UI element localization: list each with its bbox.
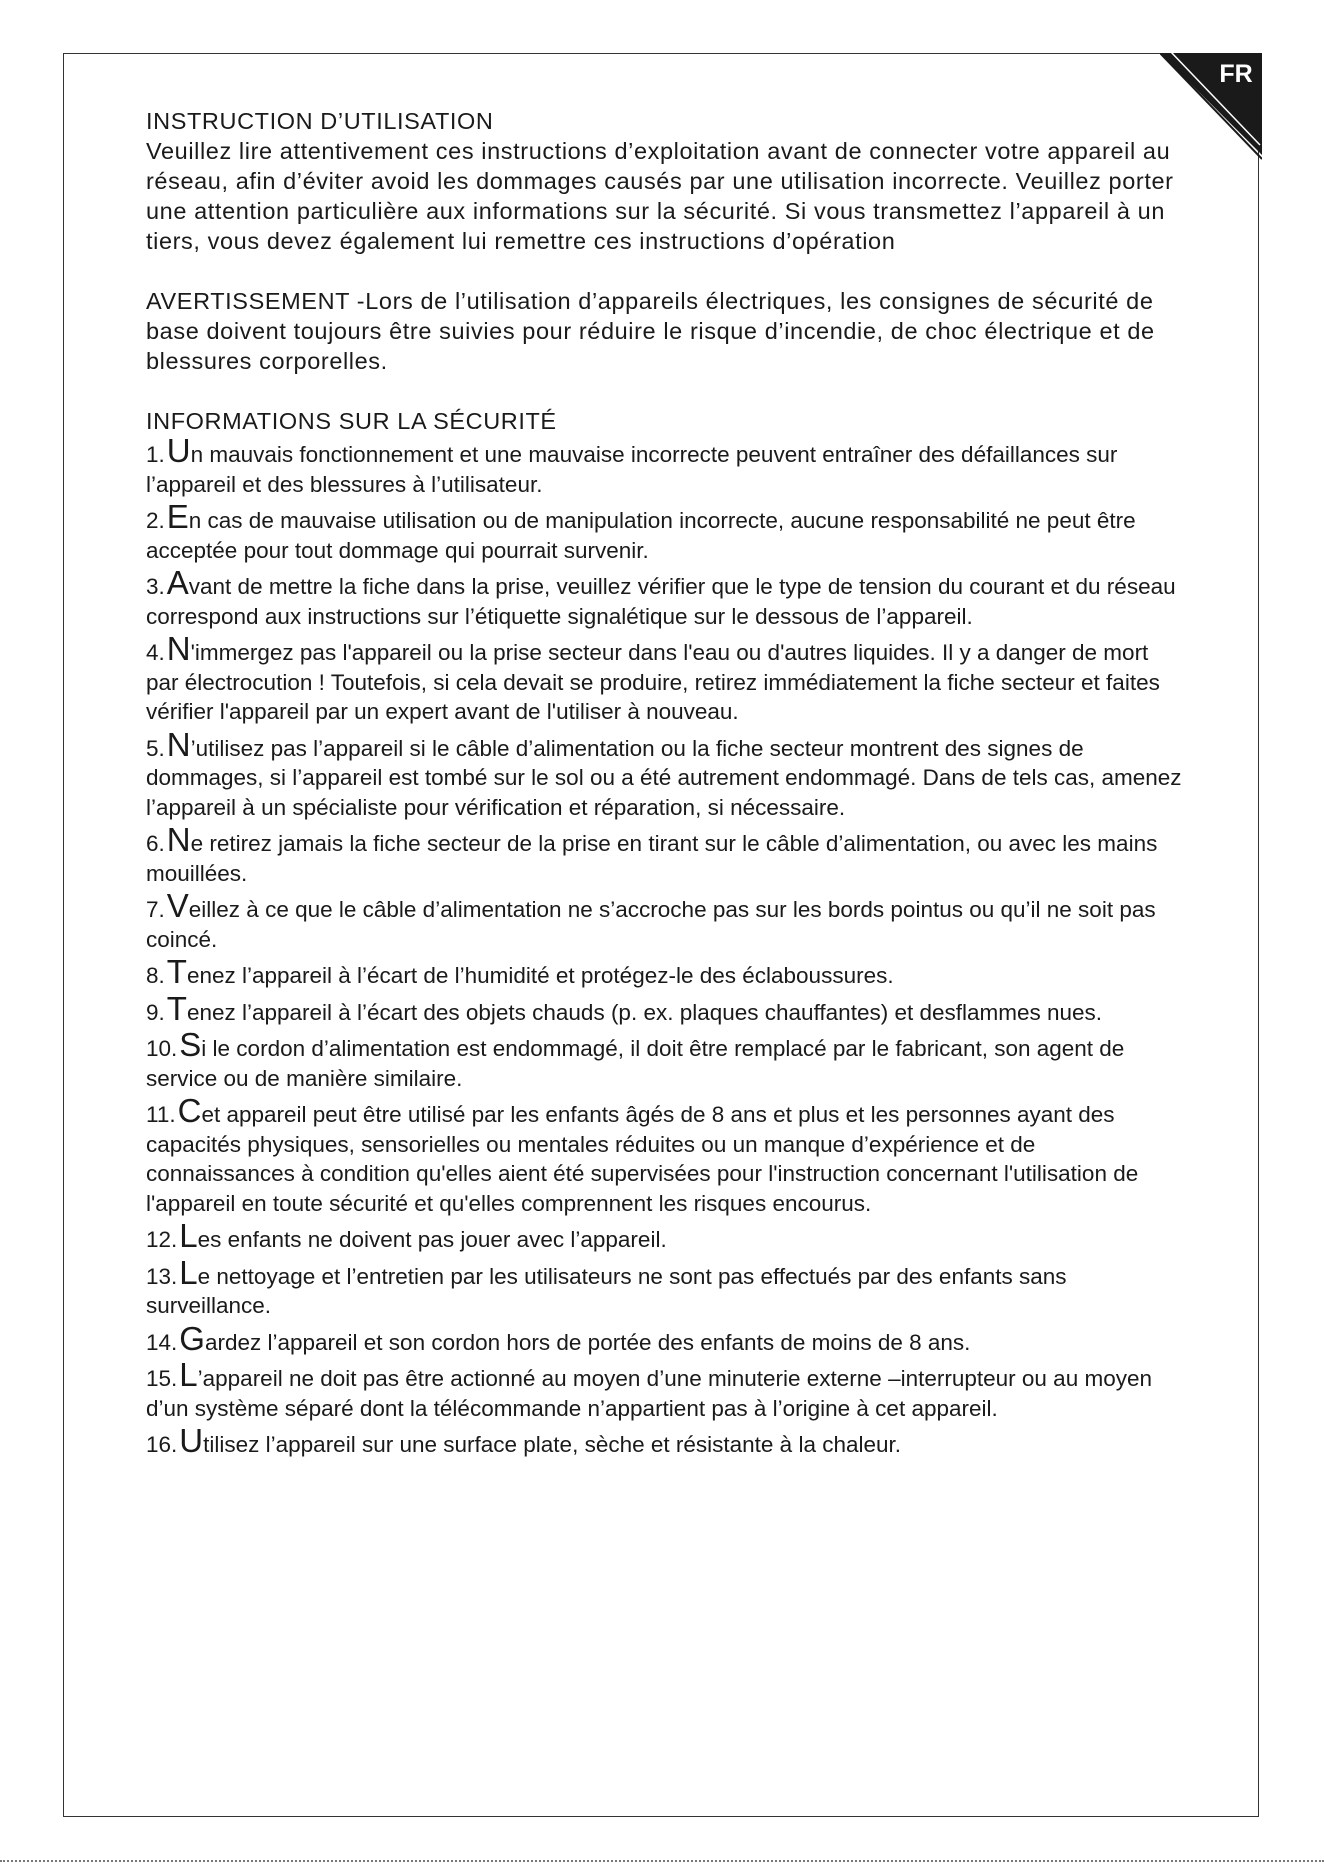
item-number: 8.	[146, 963, 165, 988]
safety-item	[146, 821, 1186, 888]
item-text: 'immergez pas l'appareil ou la prise secteur dans l'eau ou d'autres liquides. Il y a danger de mort par électrocution ! Toutefois, si cela devait se produire, retirez immédiatement la fiche secteur et faites vérifier l'appareil par un expert avant de l'utiliser à nouveau.	[146, 640, 1160, 724]
item-dropcap: T	[166, 953, 187, 990]
item-dropcap: T	[166, 989, 187, 1027]
item-number: 14.	[146, 1329, 178, 1355]
safety-item	[146, 1026, 1186, 1093]
warning-text: AVERTISSEMENT -Lors de l’utilisation d’appareils électriques, les consignes de sécurité de base doivent toujours être suivies pour réduire le risque d’incendie, de choc électrique et de blessures corporelles.	[146, 288, 1155, 374]
safety-item	[146, 725, 1186, 823]
item-dropcap: N	[166, 725, 191, 763]
item-dropcap: G	[179, 1319, 205, 1357]
item-text: e retirez jamais la fiche secteur de la prise en tirant sur le câble d’alimentation, ou avec les mains mouillées.	[146, 831, 1158, 886]
item-text: ’utilisez pas l’appareil si le câble d’alimentation ou la fiche secteur montrent des signes de dommages, si l’appareil est tombé sur le sol ou a été autrement endommagé. Dans de tels cas, amenez l’appareil à un spécialiste pour vérification et réparation, si nécessaire.	[146, 735, 1182, 820]
item-number: 6.	[146, 831, 165, 856]
item-text: e nettoyage et l’entretien par les utilisateurs ne sont pas effectués par des enfants sans surveillance.	[146, 1263, 1067, 1318]
instruction-body: Veuillez lire attentivement ces instructions d’exploitation avant de connecter votre appareil au réseau, afin d’éviter avoid les dommages causés par une utilisation incorrecte. Veuillez porter une attention particulière aux informations sur la sécurité. Si vous transmettez l’appareil à un tiers, vous devez également lui remettre ces instructions d’opération	[146, 138, 1174, 254]
item-number: 13.	[146, 1263, 178, 1289]
item-dropcap: L	[179, 1217, 198, 1254]
item-number: 15.	[146, 1366, 178, 1391]
item-text: n mauvais fonctionnement et une mauvaise incorrecte peuvent entraîner des défaillances sur l’appareil et des blessures à l’utilisateur.	[146, 442, 1118, 497]
item-number: 10.	[146, 1036, 178, 1061]
item-dropcap: C	[177, 1092, 202, 1129]
item-dropcap: N	[166, 821, 191, 858]
language-badge: FR	[1219, 60, 1253, 88]
safety-item	[146, 1217, 1186, 1255]
item-text: n cas de mauvaise utilisation ou de manipulation incorrecte, aucune responsabilité ne peut être acceptée pour tout dommage qui pourrait survenir.	[146, 508, 1136, 563]
instruction-section	[146, 106, 1186, 256]
item-dropcap: N	[166, 630, 191, 667]
item-text: ardez l’appareil et son cordon hors de portée des enfants de moins de 8 ans.	[204, 1329, 971, 1355]
safety-item	[146, 564, 1186, 631]
item-text: et appareil peut être utilisé par les enfants âgés de 8 ans et plus et les personnes ayant des capacités physiques, sensorielles ou mentales réduites ou un manque d’expérience et de connaissances à condition qu'elles aient été supervisées pour l'instruction concernant l'utilisation de l'appareil en toute sécurité et qu'elles comprennent les risques encourus.	[146, 1102, 1139, 1216]
item-dropcap: A	[166, 564, 189, 601]
item-dropcap: L	[179, 1356, 198, 1393]
item-dropcap: L	[179, 1253, 198, 1291]
manual-content	[146, 106, 1186, 1467]
item-number: 4.	[146, 640, 165, 665]
item-text: vant de mettre la fiche dans la prise, veuillez vérifier que le type de tension du courant et du réseau correspond aux instructions sur l’étiquette signalétique sur le dessous de l’appareil.	[146, 574, 1176, 629]
item-text: eillez à ce que le câble d’alimentation ne s’accroche pas sur les bords pointus ou qu’il ne soit pas coincé.	[146, 897, 1156, 952]
safety-title: INFORMATIONS SUR LA SÉCURITÉ	[146, 408, 557, 434]
safety-item	[146, 1092, 1186, 1218]
safety-item	[146, 1356, 1186, 1423]
item-text: ’appareil ne doit pas être actionné au moyen d’une minuterie externe –interrupteur ou au moyen d’un système séparé dont la télécommande n’appartient pas à l’origine à cet appareil.	[146, 1366, 1152, 1421]
item-number: 11.	[146, 1102, 176, 1127]
item-text: es enfants ne doivent pas jouer avec l’appareil.	[197, 1227, 667, 1252]
instruction-title: INSTRUCTION D’UTILISATION	[146, 108, 494, 134]
item-text: tilisez l’appareil sur une surface plate, sèche et résistante à la chaleur.	[203, 1432, 902, 1457]
item-dropcap: E	[166, 498, 189, 535]
item-number: 16.	[146, 1432, 178, 1457]
safety-item	[146, 1422, 1186, 1460]
safety-item	[146, 498, 1186, 565]
page-edge-rule	[0, 1860, 1324, 1862]
item-number: 1.	[146, 442, 165, 467]
item-text: i le cordon d’alimentation est endommagé, il doit être remplacé par le fabricant, son agent de service ou de manière similaire.	[146, 1036, 1125, 1091]
safety-section	[146, 406, 1186, 1460]
safety-item	[146, 630, 1186, 727]
safety-item	[146, 989, 1186, 1028]
item-dropcap: U	[166, 432, 191, 469]
item-number: 7.	[146, 897, 165, 922]
item-number: 9.	[146, 999, 165, 1025]
safety-item	[146, 953, 1186, 991]
item-dropcap: V	[166, 887, 189, 924]
item-text: enez l’appareil à l’écart de l’humidité et protégez-le des éclaboussures.	[186, 963, 894, 988]
safety-list	[146, 432, 1186, 1460]
safety-item	[146, 1319, 1186, 1358]
item-dropcap: S	[179, 1026, 202, 1063]
item-text: enez l’appareil à l’écart des objets chauds (p. ex. plaques chauffantes) et desflammes nues.	[186, 999, 1103, 1025]
safety-item	[146, 1253, 1186, 1321]
item-number: 5.	[146, 735, 165, 761]
warning-section	[146, 286, 1186, 376]
item-number: 2.	[146, 508, 165, 533]
safety-item	[146, 887, 1186, 954]
item-number: 12.	[146, 1227, 178, 1252]
item-dropcap: U	[179, 1422, 204, 1459]
safety-item	[146, 432, 1186, 499]
item-number: 3.	[146, 574, 165, 599]
